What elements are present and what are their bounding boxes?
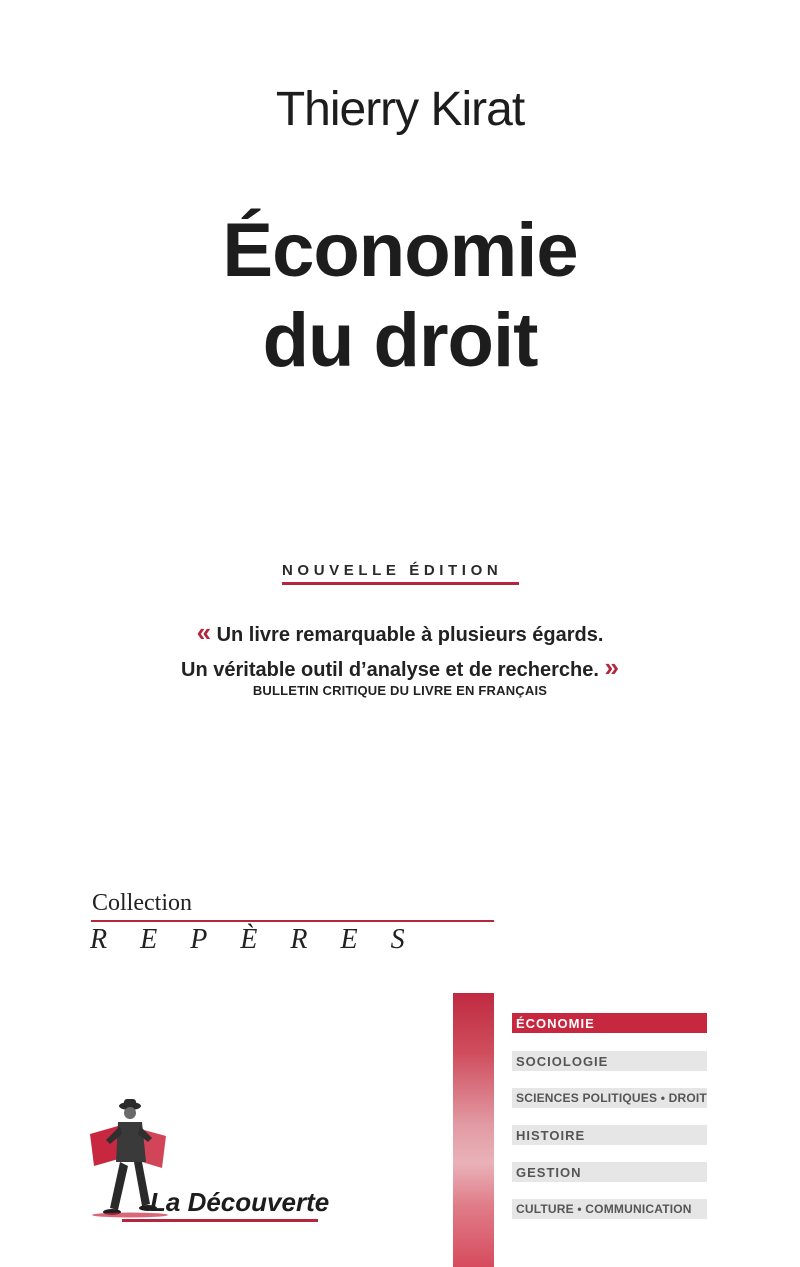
category-gestion: GESTION bbox=[512, 1162, 707, 1182]
collection-divider bbox=[91, 920, 494, 922]
collection-name: REPÈRES bbox=[90, 924, 438, 955]
book-title bbox=[0, 206, 800, 386]
press-quote-line-2 bbox=[0, 651, 800, 686]
publisher-name: La Découverte bbox=[150, 1187, 330, 1217]
decorative-color-band bbox=[453, 993, 494, 1267]
category-histoire: HISTOIRE bbox=[512, 1125, 707, 1145]
book-title-line-2: du droit bbox=[262, 298, 538, 383]
quote-source: BULLETIN CRITIQUE DU LIVRE EN FRANÇAIS bbox=[252, 683, 548, 698]
open-quote-mark: « bbox=[196, 617, 212, 647]
edition-label: NOUVELLE ÉDITION bbox=[282, 562, 519, 585]
category-culture-communication: CULTURE • COMMUNICATION bbox=[512, 1199, 707, 1219]
category-sociologie: SOCIOLOGIE bbox=[512, 1051, 707, 1071]
collection-label: Collection bbox=[92, 890, 192, 916]
quote-text-1: Un livre remarquable à plusieurs égards. bbox=[216, 624, 604, 646]
category-sciences-politiques-droit: SCIENCES POLITIQUES • DROIT bbox=[512, 1088, 707, 1108]
publisher-underline bbox=[122, 1219, 318, 1222]
press-quote bbox=[0, 616, 800, 686]
press-quote-line-1 bbox=[0, 616, 800, 651]
quote-text-2: Un véritable outil d’analyse et de recherche. bbox=[181, 659, 599, 681]
book-title-line-1: Économie bbox=[222, 208, 578, 293]
author-name: Thierry Kirat bbox=[275, 83, 525, 136]
category-economie: ÉCONOMIE bbox=[512, 1013, 707, 1033]
close-quote-mark: » bbox=[604, 652, 619, 682]
